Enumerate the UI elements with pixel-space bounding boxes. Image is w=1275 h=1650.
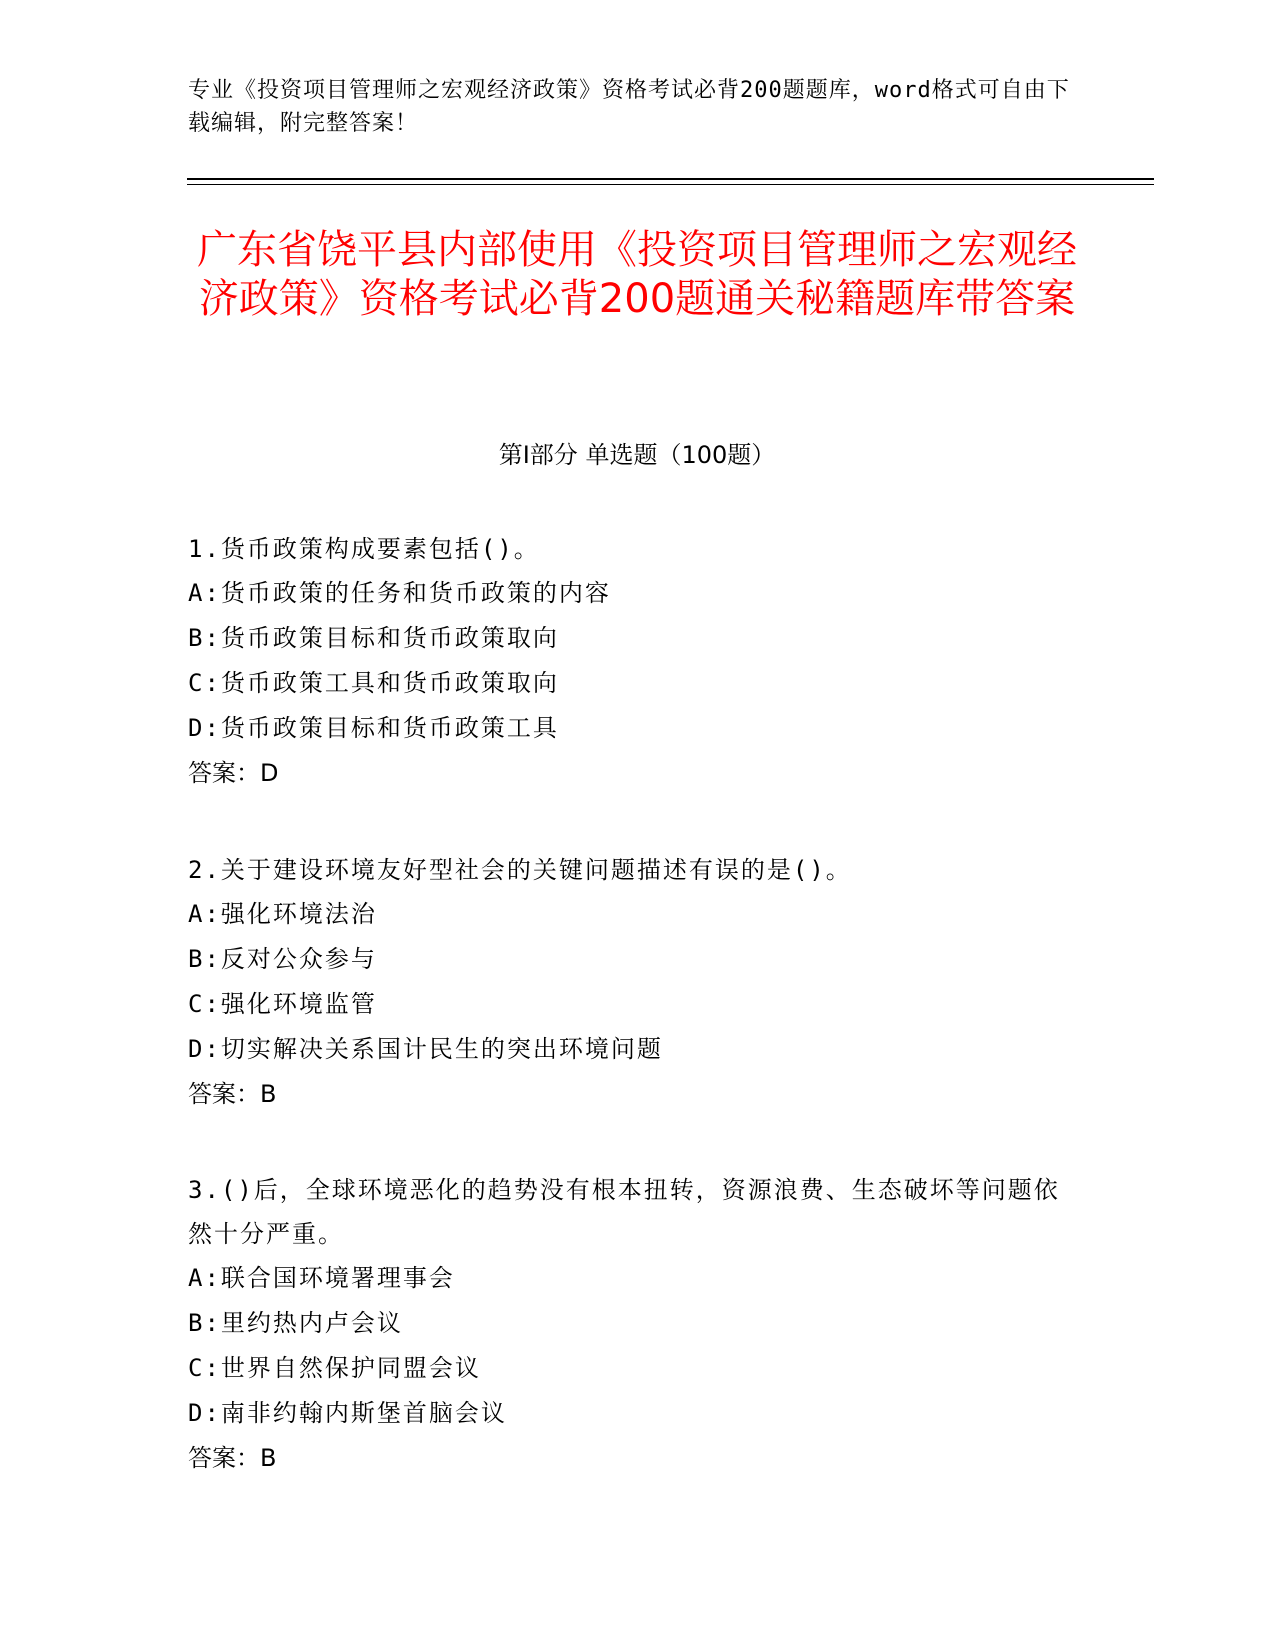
question-1 (188, 527, 1068, 796)
question-stem: 2.关于建设环境友好型社会的关键问题描述有误的是()。 (188, 856, 852, 884)
option-d: D:切实解决关系国计民生的突出环境问题 (188, 1035, 663, 1063)
question-2 (188, 848, 1068, 1117)
header-divider-thin (187, 184, 1154, 185)
option-c: C:货币政策工具和货币政策取向 (188, 669, 559, 697)
option-d: D:货币政策目标和货币政策工具 (188, 714, 559, 742)
document-title: 广东省饶平县内部使用《投资项目管理师之宏观经济政策》资格考试必背200题通关秘籍题库带答案 (197, 227, 1077, 322)
option-b: B:货币政策目标和货币政策取向 (188, 624, 559, 652)
answer-line: 答案：D (188, 759, 279, 787)
answer-line: 答案：B (188, 1444, 277, 1472)
document-intro: 专业《投资项目管理师之宏观经济政策》资格考试必背200题题库，word格式可自由下载编辑，附完整答案！ (188, 78, 1070, 136)
question-stem: 1.货币政策构成要素包括()。 (188, 535, 540, 563)
question-3 (188, 1168, 1068, 1481)
header-divider-thick (187, 178, 1154, 180)
option-b: B:反对公众参与 (188, 945, 377, 973)
option-d: D:南非约翰内斯堡首脑会议 (188, 1399, 507, 1427)
option-c: C:强化环境监管 (188, 990, 377, 1018)
option-c: C:世界自然保护同盟会议 (188, 1354, 481, 1382)
question-stem: 3.()后，全球环境恶化的趋势没有根本扭转，资源浪费、生态破坏等问题依然十分严重。 (188, 1176, 1060, 1248)
answer-line: 答案：B (188, 1080, 277, 1108)
option-a: A:强化环境法治 (188, 900, 377, 928)
option-b: B:里约热内卢会议 (188, 1309, 403, 1337)
section-heading: 第I部分 单选题（100题） (498, 441, 776, 469)
option-a: A:货币政策的任务和货币政策的内容 (188, 579, 611, 607)
option-a: A:联合国环境署理事会 (188, 1264, 455, 1292)
